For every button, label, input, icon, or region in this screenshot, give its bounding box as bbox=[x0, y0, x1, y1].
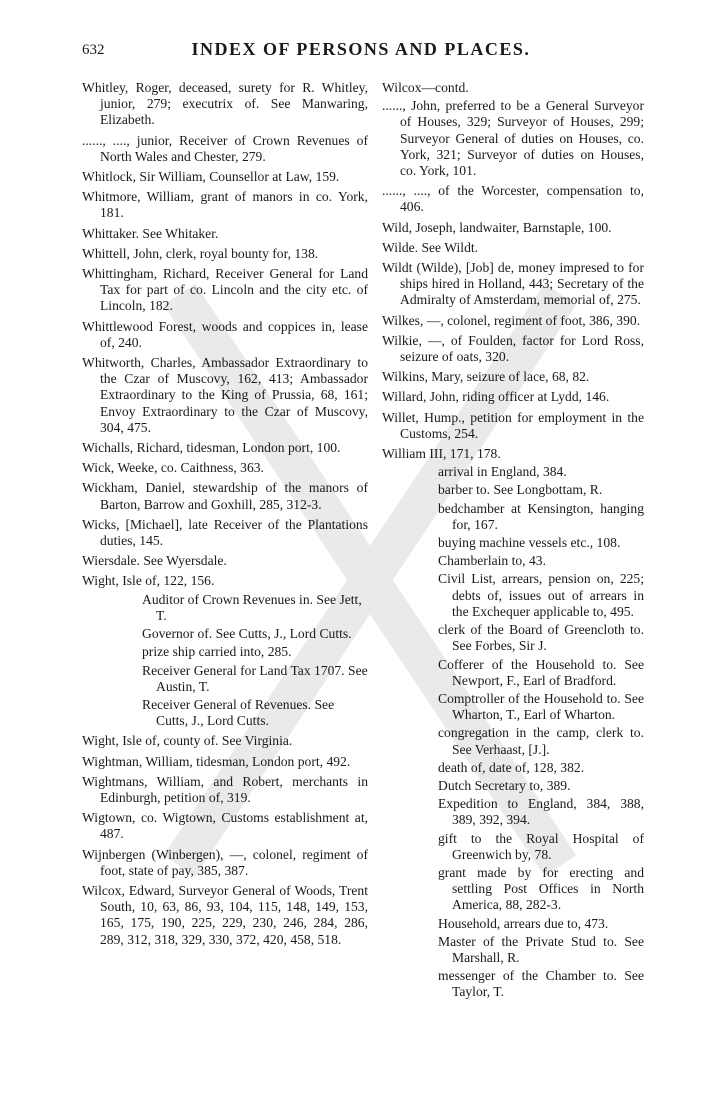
index-subentry: Household, arrears due to, 473. bbox=[438, 915, 609, 931]
right-column bbox=[382, 80, 644, 1003]
index-entry: Wight, Isle of, 122, 156. bbox=[82, 573, 215, 589]
index-entry: Whittingham, Richard, Receiver General for Land Tax for part of co. Lincoln and the city etc. of Lincoln, 182. bbox=[82, 266, 368, 314]
index-subentry: buying machine vessels etc., 108. bbox=[438, 535, 621, 551]
index-entry: Wilkins, Mary, seizure of lace, 68, 82. bbox=[382, 369, 590, 385]
index-entry: Wightmans, William, and Robert, merchants in Edinburgh, petition of, 319. bbox=[82, 773, 368, 805]
index-subentry: Receiver General for Land Tax 1707. See Austin, T. bbox=[142, 662, 368, 694]
index-entry: Whitlock, Sir William, Counsellor at Law, 159. bbox=[82, 169, 340, 185]
index-entry: ......, ...., of the Worcester, compensation to, 406. bbox=[382, 183, 644, 215]
index-subentry: gift to the Royal Hospital of Greenwich by, 78. bbox=[438, 830, 644, 862]
index-subentry: prize ship carried into, 285. bbox=[142, 644, 292, 660]
index-entry: Wilkes, —, colonel, regiment of foot, 386, 390. bbox=[382, 312, 641, 328]
index-subentry: clerk of the Board of Greencloth to. See Forbes, Sir J. bbox=[438, 622, 644, 654]
index-subentry: Comptroller of the Household to. See Wharton, T., Earl of Wharton. bbox=[438, 690, 644, 723]
index-entry: ......, ...., junior, Receiver of Crown Revenues of North Wales and Chester, 279. bbox=[82, 132, 368, 164]
index-entry: Wight, Isle of, county of. See Virginia. bbox=[82, 733, 293, 749]
index-subentry: Governor of. See Cutts, J., Lord Cutts. bbox=[142, 626, 352, 642]
running-title: INDEX OF PERSONS AND PLACES. bbox=[191, 39, 531, 59]
index-entry: Wilkie, —, of Foulden, factor for Lord Ross, seizure of oats, 320. bbox=[382, 332, 644, 365]
index-subentry: Expedition to England, 384, 388, 389, 392, 394. bbox=[438, 796, 644, 828]
index-entry: Willard, John, riding officer at Lydd, 146. bbox=[382, 389, 610, 405]
index-subentry: Receiver General of Revenues. See Cutts, J., Lord Cutts. bbox=[142, 696, 335, 729]
index-entry: Wiersdale. See Wyersdale. bbox=[82, 553, 227, 569]
index-subentry: congregation in the camp, clerk to. See Verhaast, [J.]. bbox=[438, 725, 644, 757]
index-entry: Wijnbergen (Winbergen), —, colonel, regiment of foot, state of pay, 385, 387. bbox=[82, 846, 368, 878]
index-entry: Whitley, Roger, deceased, surety for R. Whitley, junior, 279; executrix of. See Manwaring, Elizabeth. bbox=[82, 80, 368, 128]
index-entry: Wilde. See Wildt. bbox=[382, 239, 479, 255]
index-entry: Willet, Hump., petition for employment in the Customs, 254. bbox=[382, 409, 644, 441]
index-entry: William III, 171, 178. bbox=[382, 446, 501, 462]
index-subentry: Auditor of Crown Revenues in. See Jett, T. bbox=[142, 591, 362, 623]
index-entry: Whitmore, William, grant of manors in co. York, 181. bbox=[82, 189, 368, 221]
index-entry: Wicks, [Michael], late Receiver of the Plantations duties, 145. bbox=[82, 516, 368, 549]
index-subentry: Civil List, arrears, pension on, 225; debts of, issues out of arrears in the Exchequer applicable to, 495. bbox=[438, 571, 644, 619]
index-entry: ......, John, preferred to be a General Surveyor of Houses, 329; Surveyor of Houses, 299; Surveyor General of duties on Houses, co. York, 321; Surveyor of duties on Houses, co. York, 101. bbox=[382, 98, 644, 179]
index-entry: Wightman, William, tidesman, London port, 492. bbox=[82, 753, 351, 769]
left-column bbox=[82, 80, 368, 952]
page-number: 632 bbox=[82, 42, 105, 58]
index-entry: Wichalls, Richard, tidesman, London port, 100. bbox=[82, 440, 341, 456]
index-subentry: Chamberlain to, 43. bbox=[438, 553, 546, 569]
index-subentry: grant made by for erecting and settling Post Offices in North America, 88, 282-3. bbox=[438, 864, 644, 913]
index-entry: Whittell, John, clerk, royal bounty for, 138. bbox=[82, 245, 319, 261]
index-entry: Wildt (Wilde), [Job] de, money impresed to for ships hired in Holland, 443; Secretary of the Admiralty of Amsterdam, memorial of, 275. bbox=[382, 260, 644, 308]
index-entry: Wickham, Daniel, stewardship of the manors of Barton, Barrow and Goxhill, 285, 312-3. bbox=[82, 480, 368, 512]
index-entry: Wilcox—contd. bbox=[382, 80, 469, 95]
page-header bbox=[0, 38, 722, 62]
index-entry: Whitworth, Charles, Ambassador Extraordinary to the Czar of Muscovy, 162, 413; Ambassador Extraordinary to the King of Prussia, 68, 161; Envoy Extraordinary to the Czar of Muscovy, 304, 475. bbox=[82, 355, 368, 435]
index-subentry: arrival in England, 384. bbox=[438, 464, 567, 480]
index-subentry: Cofferer of the Household to. See Newport, F., Earl of Bradford. bbox=[438, 656, 644, 688]
index-subentry: Master of the Private Stud to. See Marshall, R. bbox=[438, 933, 644, 965]
index-entry: Wilcox, Edward, Surveyor General of Woods, Trent South, 10, 63, 86, 93, 104, 115, 148, 149, 153, 165, 175, 190, 225, 229, 230, 246, 284, 286, 289, 312, 318, 329, 330, 372, 420, 458, 518. bbox=[82, 882, 368, 947]
index-subentry: barber to. See Longbottam, R. bbox=[438, 482, 603, 498]
index-entry: Whittaker. See Whitaker. bbox=[82, 225, 219, 241]
index-subentry: bedchamber at Kensington, hanging for, 167. bbox=[438, 500, 644, 532]
index-entry: Whittlewood Forest, woods and coppices in, lease of, 240. bbox=[82, 318, 368, 350]
index-entry: Wild, Joseph, landwaiter, Barnstaple, 100. bbox=[382, 219, 612, 235]
index-subentry: death of, date of, 128, 382. bbox=[438, 759, 585, 775]
index-subentry: Dutch Secretary to, 389. bbox=[438, 777, 571, 793]
index-entry: Wigtown, co. Wigtown, Customs establishment at, 487. bbox=[82, 810, 368, 842]
index-entry: Wick, Weeke, co. Caithness, 363. bbox=[82, 460, 264, 476]
index-subentry: messenger of the Chamber to. See Taylor, T. bbox=[438, 968, 644, 1000]
